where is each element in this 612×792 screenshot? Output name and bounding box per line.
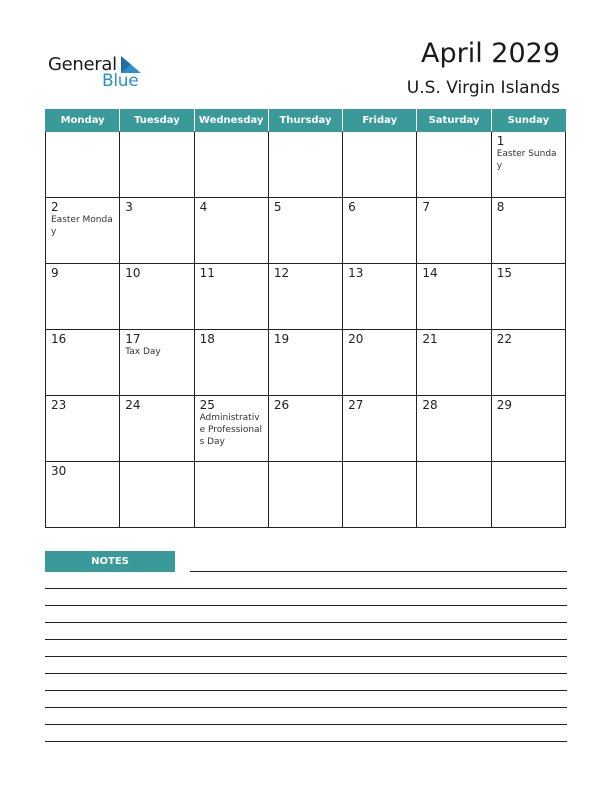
day-cell [268, 396, 342, 462]
day-cell [120, 198, 194, 264]
day-cell [343, 132, 417, 198]
day-cell [491, 396, 565, 462]
day-number: 24 [125, 398, 141, 412]
day-cell [268, 462, 342, 528]
notes-label: NOTES [45, 551, 175, 572]
weekday-wednesday: Wednesday [194, 110, 268, 132]
day-number: 1 [496, 134, 505, 148]
day-cell [120, 264, 194, 330]
day-cell [46, 132, 120, 198]
note-line [45, 622, 567, 623]
day-number: 18 [199, 332, 215, 346]
weekday-saturday: Saturday [417, 110, 491, 132]
day-cell [46, 462, 120, 528]
day-cell [46, 396, 120, 462]
note-line [45, 741, 567, 742]
day-number: 5 [273, 200, 282, 214]
day-cell [268, 264, 342, 330]
day-cell [343, 462, 417, 528]
day-cell [120, 132, 194, 198]
day-cell [194, 198, 268, 264]
note-line [45, 588, 567, 589]
day-number: 21 [422, 332, 438, 346]
day-number: 17 [125, 332, 141, 346]
day-number: 10 [125, 266, 141, 280]
note-line [45, 656, 567, 657]
day-cell [417, 198, 491, 264]
day-number: 19 [273, 332, 290, 346]
day-number: 28 [422, 398, 438, 412]
day-number: 4 [199, 200, 208, 214]
day-cell [46, 198, 120, 264]
page-title: April 2029 [420, 38, 560, 69]
calendar-grid [45, 109, 566, 528]
day-cell [268, 132, 342, 198]
weekday-friday: Friday [343, 110, 417, 132]
day-number: 22 [496, 332, 512, 346]
logo [48, 54, 148, 94]
day-number: 11 [199, 266, 215, 280]
day-cell [417, 132, 491, 198]
day-cell [268, 330, 342, 396]
weekday-thursday: Thursday [268, 110, 342, 132]
weekday-tuesday: Tuesday [120, 110, 194, 132]
day-cell [417, 462, 491, 528]
weekday-sunday: Sunday [491, 110, 565, 132]
day-number: 8 [496, 200, 505, 214]
day-cell [343, 330, 417, 396]
day-cell [46, 330, 120, 396]
day-number: 2 [51, 200, 59, 214]
day-number: 20 [348, 332, 364, 346]
note-line [45, 724, 567, 725]
day-number: 9 [51, 266, 59, 280]
week-row [46, 462, 566, 528]
day-number: 7 [422, 200, 431, 214]
logo-general-text: General [48, 54, 117, 75]
day-cell [194, 264, 268, 330]
day-cell [491, 132, 565, 198]
day-cell [120, 396, 194, 462]
note-line [45, 605, 567, 606]
note-line [190, 571, 567, 572]
day-cell [491, 462, 565, 528]
week-row [46, 330, 566, 396]
week-row [46, 396, 566, 462]
day-cell [268, 198, 342, 264]
day-number: 30 [51, 464, 67, 478]
holiday-label: Tax Day [125, 347, 161, 357]
day-cell [343, 264, 417, 330]
day-number: 23 [51, 398, 67, 412]
note-line [45, 639, 567, 640]
weekday-monday: Monday [46, 110, 120, 132]
day-cell [194, 132, 268, 198]
day-cell [491, 330, 565, 396]
day-cell [194, 330, 268, 396]
day-number: 6 [348, 200, 356, 214]
logo-blue-text: Blue [102, 71, 139, 91]
day-number: 25 [199, 398, 215, 412]
week-row [46, 264, 566, 330]
day-cell [120, 330, 194, 396]
day-cell [194, 462, 268, 528]
day-cell [343, 198, 417, 264]
day-cell [491, 264, 565, 330]
day-cell [120, 462, 194, 528]
day-number: 27 [348, 398, 364, 412]
holiday-label: Administrative Professionals Day [199, 413, 263, 447]
day-cell [417, 264, 491, 330]
day-number: 13 [348, 266, 364, 280]
page-subtitle: U.S. Virgin Islands [406, 78, 560, 98]
holiday-label: Easter Monday [51, 215, 113, 237]
day-number: 29 [496, 398, 512, 412]
week-row [46, 132, 566, 198]
day-number: 14 [422, 266, 438, 280]
day-cell [194, 396, 268, 462]
weekday-header-row [46, 110, 566, 132]
day-cell [417, 330, 491, 396]
day-number: 16 [51, 332, 67, 346]
day-cell [343, 396, 417, 462]
day-number: 3 [125, 200, 133, 214]
note-line [45, 673, 567, 674]
holiday-label: Easter Sunday [496, 149, 557, 171]
day-cell [417, 396, 491, 462]
week-row [46, 198, 566, 264]
note-line [45, 690, 567, 691]
day-number: 26 [273, 398, 290, 412]
day-number: 15 [496, 266, 512, 280]
note-line [45, 707, 567, 708]
day-number: 12 [273, 266, 290, 280]
day-cell [46, 264, 120, 330]
day-cell [491, 198, 565, 264]
